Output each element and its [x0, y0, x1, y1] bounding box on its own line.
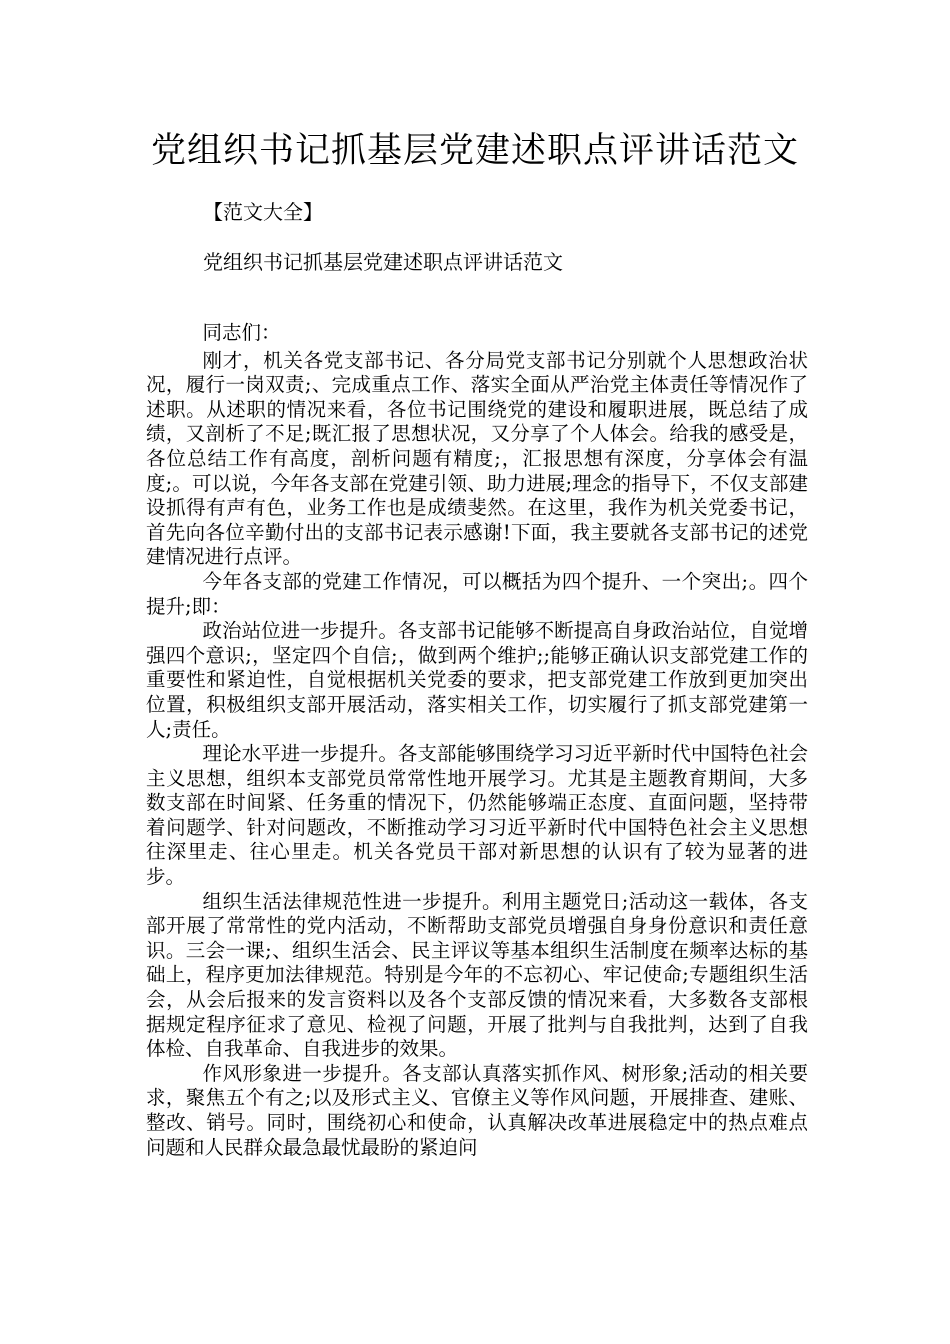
paragraph: 刚才，机关各党支部书记、各分局党支部书记分别就个人思想政治状况，履行一岗双责;、完成重点工作、落实全面从严治党主体责任等情况作了述职。从述职的情况来看，各位书记围绕党的建设和履职进展，既总结了成绩，又剖析了不足;既汇报了思想状况，又分享了个人体会。给我的感受是，各位总结工作有高度，剖析问题有精度;，汇报思想有深度，分享体会有温度;。可以说，今年各支部在党建引领、助力进展;理念的指导下，不仅支部建设抓得有声有色，业务工作也是成绩斐然。在这里，我作为机关党委书记，首先向各位辛勤付出的支部书记表示感谢!下面，我主要就各支部书记的述党建情况进行点评。 [146, 348, 808, 569]
document-subtitle: 党组织书记抓基层党建述职点评讲话范文 [203, 250, 563, 274]
category-tag: 【范文大全】 [203, 200, 323, 224]
paragraph: 理论水平进一步提升。各支部能够围绕学习习近平新时代中国特色社会主义思想，组织本支部党员常常性地开展学习。尤其是主题教育期间，大多数支部在时间紧、任务重的情况下，仍然能够端正态度、直面问题，坚持带着问题学、针对问题改，不断推动学习习近平新时代中国特色社会主义思想往深里走、往心里走。机关各党员干部对新思想的认识有了较为显著的进步。 [146, 742, 808, 889]
paragraph: 政治站位进一步提升。各支部书记能够不断提高自身政治站位，自觉增强四个意识;，坚定四个自信;，做到两个维护;;能够正确认识支部党建工作的重要性和紧迫性，自觉根据机关党委的要求，把支部党建工作放到更加突出位置，积极组织支部开展活动，落实相关工作，切实履行了抓支部党建第一人;责任。 [146, 619, 808, 741]
paragraph: 今年各支部的党建工作情况，可以概括为四个提升、一个突出;。四个提升;即： [146, 569, 808, 618]
document-title: 党组织书记抓基层党建述职点评讲话范文 [150, 131, 799, 171]
paragraph: 组织生活法律规范性进一步提升。利用主题党日;活动这一载体，各支部开展了常常性的党内活动，不断帮助支部党员增强自身身份意识和责任意识。三会一课;、组织生活会、民主评议等基本组织生活制度在频率达标的基础上，程序更加法律规范。特别是今年的不忘初心、牢记使命;专题组织生活会，从会后报来的发言资料以及各个支部反馈的情况来看，大多数各支部根据规定程序征求了意见、检视了问题，开展了批判与自我批判，达到了自我体检、自我革命、自我进步的效果。 [146, 889, 808, 1061]
paragraph: 作风形象进一步提升。各支部认真落实抓作风、树形象;活动的相关要求，聚焦五个有之;以及形式主义、官僚主义等作风问题，开展排查、建账、整改、销号。同时，围绕初心和使命，认真解决改革进展稳定中的热点难点问题和人民群众最急最忧最盼的紧迫问 [146, 1061, 808, 1159]
salutation: 同志们： [202, 321, 281, 344]
document-body [146, 321, 808, 1160]
